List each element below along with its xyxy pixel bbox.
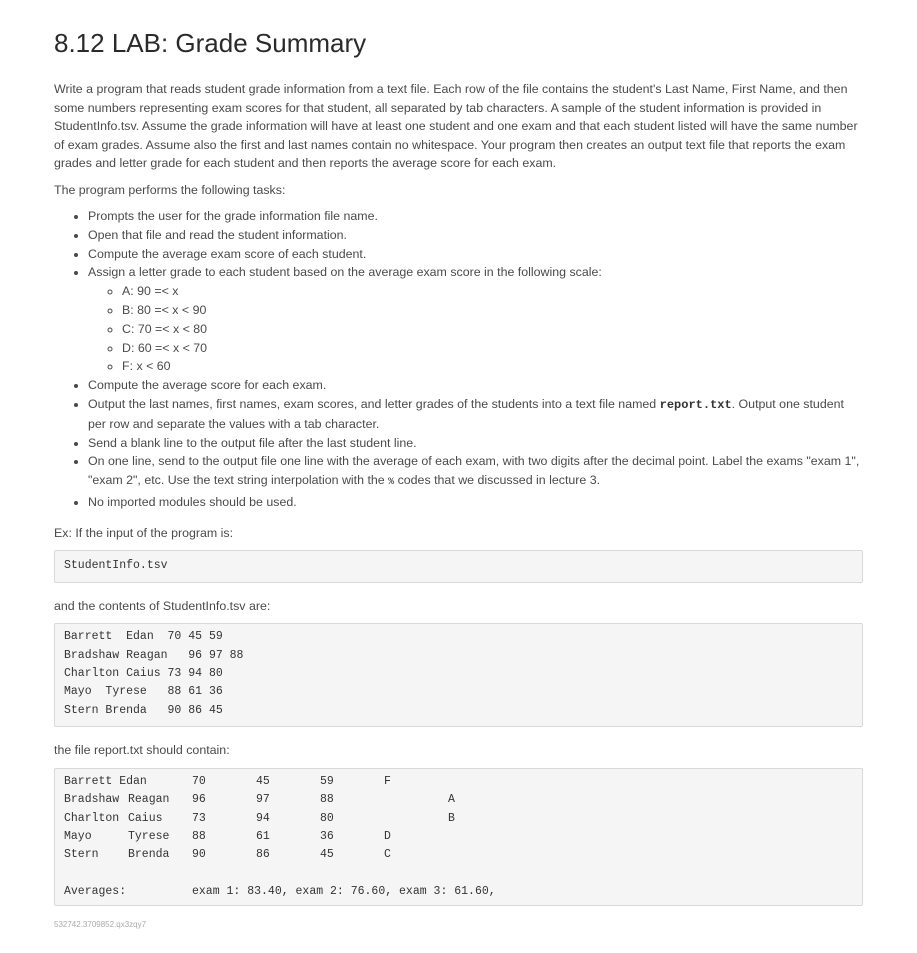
report-cell-name: Mayo (64, 829, 92, 843)
averages-row (64, 883, 496, 901)
report-cell-e3: 36 (320, 829, 334, 843)
report-cell-g2 (448, 846, 488, 864)
report-cell-e1: 73 (192, 811, 206, 825)
task-text: Output the last names, first names, exam scores, and letter grades of the students into a text file named (88, 396, 660, 411)
report-cell-g: F (384, 774, 391, 788)
report-cell-e3: 45 (320, 848, 334, 862)
tsv-line: Barrett Edan 70 45 59 (64, 630, 223, 644)
example-intro: Ex: If the input of the program is: (54, 525, 234, 540)
report-cell-e2: 97 (256, 793, 270, 807)
report-cell-e1: 90 (192, 848, 206, 862)
report-cell-name: Bradshaw (64, 793, 120, 807)
tsv-line: Charlton Caius 73 94 80 (64, 666, 223, 680)
report-row (64, 810, 488, 828)
report-cell-e3: 59 (320, 774, 334, 788)
report-cell-e1: 96 (192, 793, 206, 807)
report-intro: the file report.txt should contain: (54, 743, 230, 758)
report-cell-first: Tyrese (128, 829, 170, 843)
task-item-text: Assign a letter grade to each student based on the average exam score in the following scale: (88, 265, 602, 280)
task-list (54, 207, 863, 512)
input-codebox: StudentInfo.tsv (54, 550, 863, 582)
task-text: codes that we discussed in lecture 3. (394, 473, 601, 488)
intro-paragraph: Write a program that reads student grade information from a text file. Each row of the file contains the student's Last Name, First Name, and then some numbers representing exam scores for that student, all separated by tab characters. A sample of the student information is provided in StudentInfo.tsv. Assume the grade information will have at least one student and one exam and that each student listed will have the same number of exam grades. Assume also the first and last names contain no whitespace. Your program then creates an output text file that reports the exam grades and letter grade for each student and then reports the average score for each exam. (54, 82, 858, 170)
task-item: • Open that file and read the student information. (88, 226, 863, 245)
tasks-intro: The program performs the following tasks: (54, 182, 286, 197)
report-row (64, 846, 488, 864)
report-cell-e1: 70 (192, 774, 206, 788)
task-text: . Output one student per row and separate the values with a tab character. (88, 396, 844, 431)
averages-value: exam 1: 83.40, exam 2: 76.60, exam 3: 61.60, (192, 884, 496, 898)
grade-scale-item: ◦ C: 70 =< x < 80 (122, 320, 863, 339)
report-cell-first: Brenda (128, 848, 170, 862)
report-row (64, 773, 488, 791)
tsv-line: Mayo Tyrese 88 61 36 (64, 685, 223, 699)
inline-code-percent: % (388, 477, 395, 489)
report-cell-g2: A (448, 793, 455, 807)
grade-scale-list (88, 282, 863, 376)
task-item: • Prompts the user for the grade information file name. (88, 207, 863, 226)
report-cell-g: C (384, 848, 391, 862)
report-cell-name: Charlton (64, 811, 120, 825)
contents-intro: and the contents of StudentInfo.tsv are: (54, 598, 271, 613)
averages-table (64, 883, 496, 901)
report-row (64, 828, 488, 846)
tsv-codebox (54, 623, 863, 727)
report-cell-g (384, 791, 448, 809)
task-item: • Compute the average exam score of each student. (88, 245, 863, 264)
report-cell-name: Barrett Edan (64, 774, 147, 788)
footer-id: 532742.3709852.qx3zqy7 (54, 920, 147, 930)
task-item (88, 263, 863, 376)
report-cell-g (384, 810, 448, 828)
report-cell-name: Stern (64, 848, 99, 862)
report-cell-e1: 88 (192, 829, 206, 843)
report-cell-first: Caius (128, 811, 163, 825)
report-body (64, 773, 488, 865)
task-item: • Compute the average score for each exam. (88, 376, 863, 395)
report-codebox (54, 768, 863, 906)
tsv-line: Bradshaw Reagan 96 97 88 (64, 648, 244, 662)
task-text: On one line, send to the output file one line with the average of each exam, with two digits after the decimal point. Label the exams "exam 1", "exam 2", etc. Use the text string interpolation with the (88, 454, 860, 488)
report-cell-g2 (448, 773, 488, 791)
report-cell-g: D (384, 829, 391, 843)
task-item (88, 452, 863, 493)
report-cell-e2: 45 (256, 774, 270, 788)
report-cell-e2: 94 (256, 811, 270, 825)
report-cell-e2: 61 (256, 829, 270, 843)
report-cell-e3: 80 (320, 811, 334, 825)
task-item: • Send a blank line to the output file after the last student line. (88, 434, 863, 453)
grade-scale-item: ◦ A: 90 =< x (122, 282, 863, 301)
inline-code-filename: report.txt (659, 397, 732, 412)
grade-scale-item: ◦ B: 80 =< x < 90 (122, 301, 863, 320)
grade-scale-item: ◦ F: x < 60 (122, 357, 863, 376)
report-cell-e2: 86 (256, 848, 270, 862)
report-cell-g2: B (448, 811, 455, 825)
report-table (64, 773, 488, 865)
report-row (64, 791, 488, 809)
report-cell-first: Reagan (128, 793, 170, 807)
task-item: • No imported modules should be used. (88, 493, 863, 512)
page-title: 8.12 LAB: Grade Summary (54, 28, 367, 58)
report-cell-g2 (448, 828, 488, 846)
task-item (88, 395, 863, 434)
averages-label: Averages: (64, 884, 127, 898)
tsv-lines (64, 628, 853, 720)
report-cell-e3: 88 (320, 793, 334, 807)
grade-scale-item: ◦ D: 60 =< x < 70 (122, 339, 863, 358)
tsv-line: Stern Brenda 90 86 45 (64, 703, 223, 717)
